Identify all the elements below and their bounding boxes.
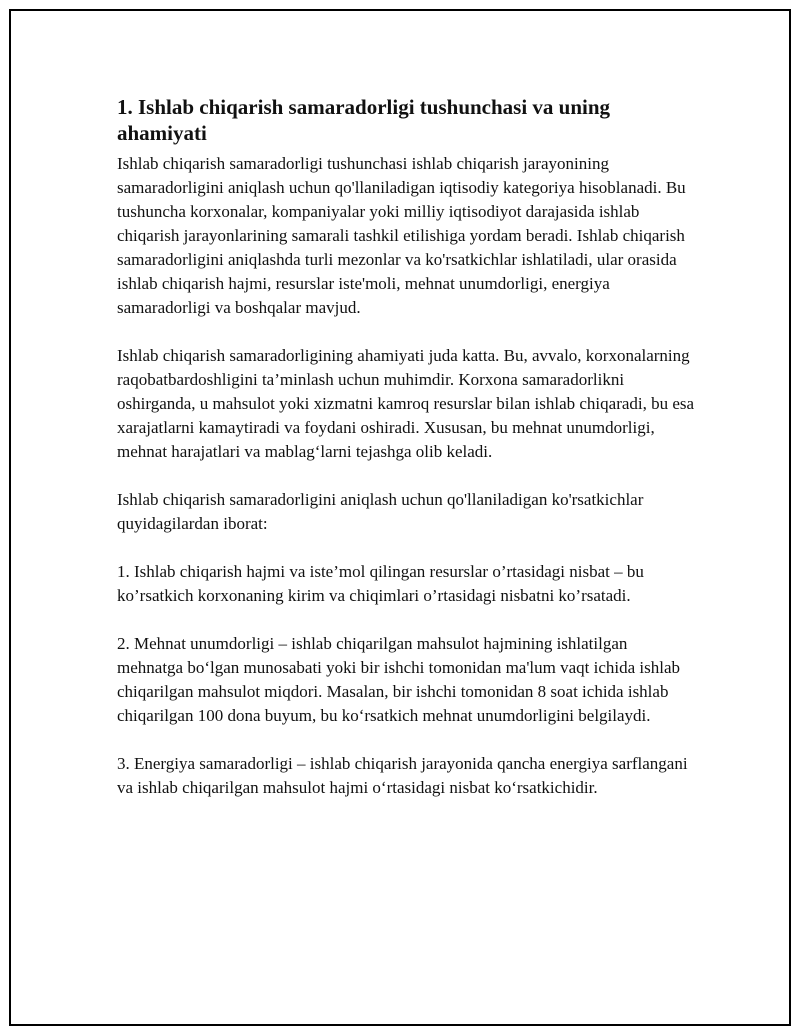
paragraph-indicators-intro: Ishlab chiqarish samaradorligini aniqlash uchun qo'llaniladigan ko'rsatkichlar quyidagilardan iborat: [117,490,644,533]
list-item-labor-productivity: 2. Mehnat unumdorligi – ishlab chiqarilgan mahsulot hajmining ishlatilgan mehnatga bo‘lgan munosabati yoki bir ishchi tomonidan ma'lum vaqt ichida ishlab chiqarilgan mahsulot miqdori. Masalan, bir ishchi tomonidan 8 soat ichida ishlab chiqarilgan 100 dona buyum, bu ko‘rsatkich mehnat unumdorligini belgilaydi. [117,634,681,725]
paragraph-definition: Ishlab chiqarish samaradorligi tushunchasi ishlab chiqarish jarayonining samaradorligini aniqlash uchun qo'llaniladigan iqtisodiy kategoriya hisoblanadi. Bu tushuncha korxonalar, kompaniyalar yoki milliy iqtisodiyot darajasida ishlab chiqarish jarayonlarining samarali tashkil etilishiga yordam beradi. Ishlab chiqarish samaradorligini aniqlashda turli mezonlar va ko'rsatkichlar ishlatiladi, ular orasida ishlab chiqarish hajmi, resurslar iste'moli, mehnat unumdorligi, energiya samaradorligi va boshqalar mavjud. [117,154,686,317]
list-item-output-ratio: 1. Ishlab chiqarish hajmi va iste’mol qilingan resurslar o’rtasidagi nisbat – bu ko’rsatkich korxonaning kirim va chiqimlari o’rtasidagi nisbatni ko’rsatadi. [117,562,644,605]
list-item-energy-efficiency: 3. Energiya samaradorligi – ishlab chiqarish jarayonida qancha energiya sarflangani va ishlab chiqarilgan mahsulot hajmi o‘rtasidagi nisbat ko‘rsatkichidir. [117,754,688,797]
paragraph-importance: Ishlab chiqarish samaradorligining ahamiyati juda katta. Bu, avvalo, korxonalarning raqobatbardoshligini ta’minlash uchun muhimdir. Korxona samaradorlikni oshirganda, u mahsulot yoki xizmatni kamroq resurslar bilan ishlab chiqaradi, bu esa xarajatlarni kamaytiradi va foydani oshiradi. Xususan, bu mehnat unumdorligi, mehnat harajatlari va mablag‘larni tejashga olib keladi. [117,346,695,461]
section-heading: 1. Ishlab chiqarish samaradorligi tushunchasi va uning ahamiyati [117,95,611,145]
document-body [117,94,697,824]
